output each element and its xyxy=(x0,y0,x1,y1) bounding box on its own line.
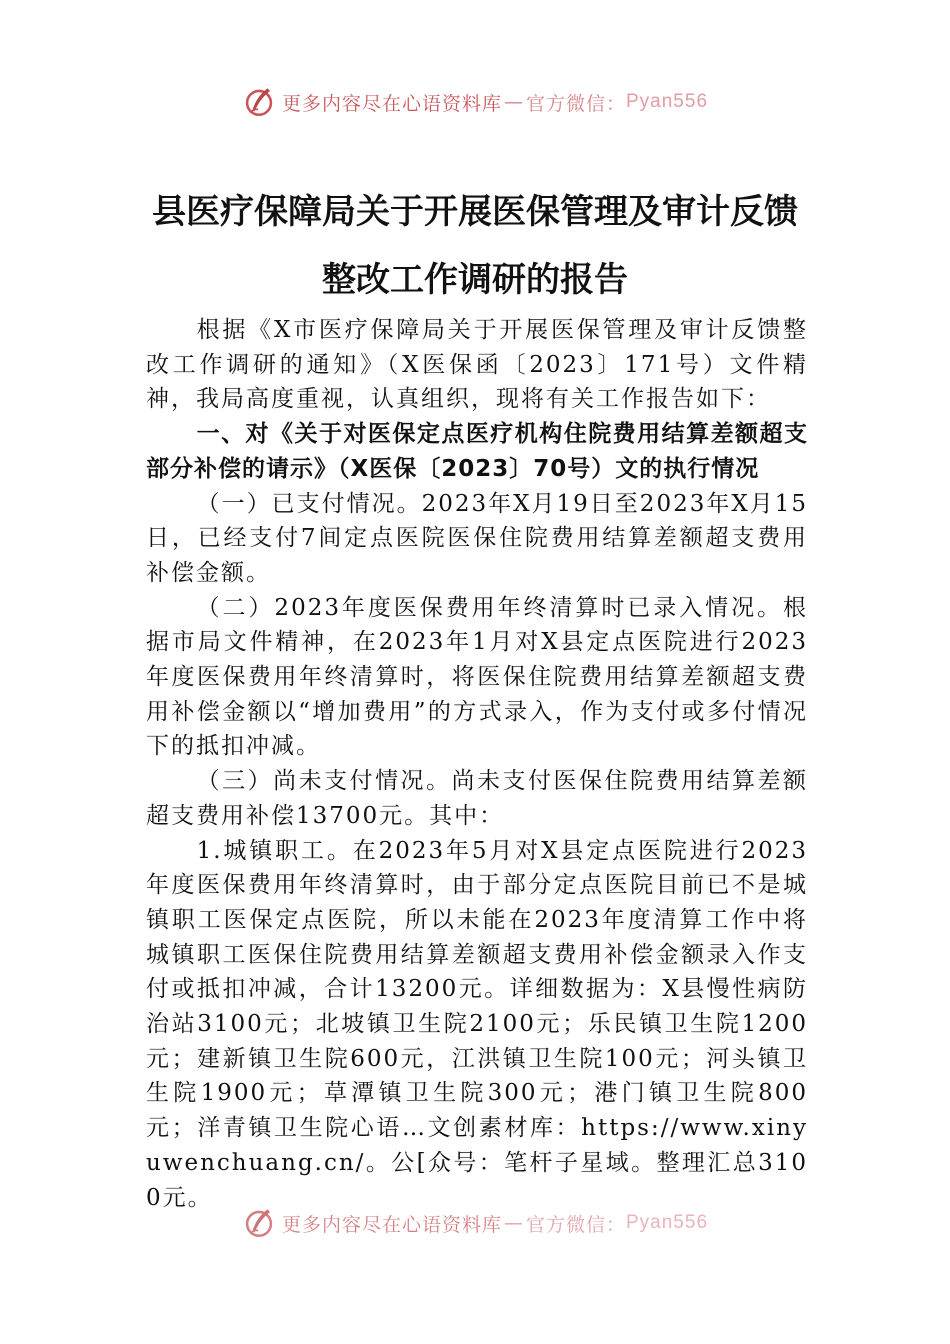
section-heading-1: 一、对《关于对医保定点医疗机构住院费用结算差额超支部分补偿的请示》（X医保〔2023〕70号）文的执行情况 xyxy=(146,421,808,482)
watermark-separator: — xyxy=(503,1212,524,1234)
watermark-header xyxy=(0,82,950,122)
quill-seal-icon xyxy=(242,1206,276,1240)
document-body xyxy=(146,313,808,1215)
paragraph-sub3: （三）尚未支付情况。尚未支付医保住院费用结算差额超支费用补偿13700元。其中： xyxy=(146,768,808,829)
quill-seal-icon xyxy=(242,85,276,119)
watermark-footer xyxy=(0,1203,950,1243)
paragraph-sub2: （二）2023年度医保费用年终清算时已录入情况。根据市局文件精神，在2023年1月对X县定点医院进行2023年度医保费用年终清算时，将医保住院费用结算差额超支费用补偿金额以“增加费用”的方式录入，作为支付或多付情况下的抵扣冲减。 xyxy=(146,594,808,760)
watermark-separator: — xyxy=(503,91,524,113)
paragraph-sub1: （一）已支付情况。2023年X月19日至2023年X月15日，已经支付7间定点医院医保住院费用结算差额超支费用补偿金额。 xyxy=(146,490,808,586)
watermark-wechat-id: Pyan556 xyxy=(626,1212,709,1233)
watermark-wechat-label: 官方微信： xyxy=(525,92,626,115)
watermark-wechat-label: 官方微信： xyxy=(525,1213,626,1236)
paragraph-item1: 1.城镇职工。在2023年5月对X县定点医院进行2023年度医保费用年终清算时，由于部分定点医院目前已不是城镇职工医保定点医院，所以未能在2023年度清算工作中将城镇职工医保住院费用结算差额超支费用补偿金额录入作支付或抵扣冲减，合计13200元。详细数据为：X县慢性病防治站3100元；北坡镇卫生院2100元；乐民镇卫生院1200元；建新镇卫生院600元，江洪镇卫生院100元；河头镇卫生院1900元；草潭镇卫生院300元；港门镇卫生院800元；洋青镇卫生院心语…文创素材库：https://www.xinyuwenchuang.cn/。公[众号：笔杆子星域。整理汇总3100元。 xyxy=(146,837,808,1211)
watermark-wechat-id: Pyan556 xyxy=(626,91,709,112)
watermark-brand: 更多内容尽在心语资料库 xyxy=(281,92,502,115)
paragraph-intro: 根据《X市医疗保障局关于开展医保管理及审计反馈整改工作调研的通知》（X医保函〔2023〕171号）文件精神，我局高度重视，认真组织，现将有关工作报告如下： xyxy=(146,317,808,413)
watermark-brand: 更多内容尽在心语资料库 xyxy=(281,1213,502,1236)
document-title: 县医疗保障局关于开展医保管理及审计反馈整改工作调研的报告 xyxy=(152,192,798,300)
